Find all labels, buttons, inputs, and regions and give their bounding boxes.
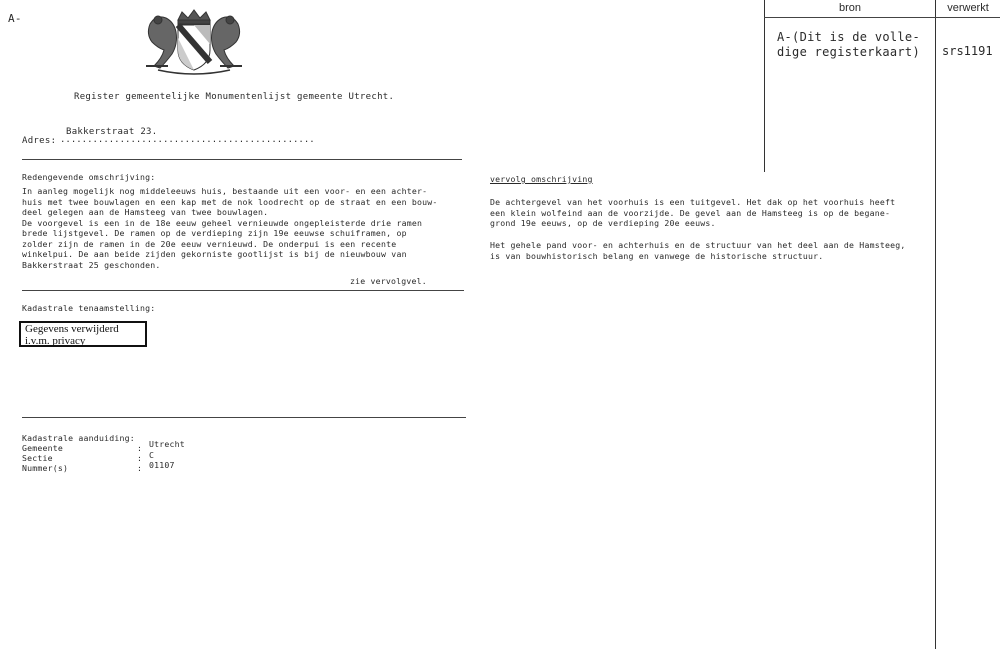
aanduiding-sep: : (137, 443, 143, 453)
register-title: Register gemeentelijke Monumentenlijst gemeente Utrecht. (74, 92, 395, 102)
description-line: winkelpui. De aan beide zijden gekorniste gootlijst is bij de nieuwbouw van (22, 249, 407, 259)
description-line: Bakkerstraat 25 geschonden. (22, 259, 161, 270)
address-value: Bakkerstraat 23. (66, 127, 158, 137)
table-border (764, 0, 765, 172)
table-header-rule (764, 17, 1000, 18)
description-heading: Redengevende omschrijving: (22, 172, 156, 182)
privacy-note-box (19, 321, 147, 347)
aanduiding-sep: : (137, 453, 143, 463)
verwerkt-header: verwerkt (947, 2, 989, 14)
vervolg-paragraph-1 (490, 197, 895, 229)
verwerkt-text: srs1191 (942, 44, 993, 58)
vervolg-paragraph-2 (490, 240, 905, 261)
description-line: In aanleg mogelijk nog middeleeuws huis, bestaande uit een voor- en een achter- (22, 186, 428, 196)
aanduiding-heading: Kadastrale aanduiding: (22, 433, 135, 443)
vervolg-line: De achtergevel van het voorhuis is een tuitgevel. Het dak op het voorhuis heeft (490, 197, 896, 207)
aanduiding-value: 01107 (149, 460, 175, 470)
vervolg-line: een klein wolfeind aan de voorzijde. De gevel aan de Hamsteeg is op de begane- (490, 207, 891, 218)
privacy-note: Gegevens verwijderd i.v.m. privacy (25, 323, 119, 347)
vervolg-line: Het gehele pand voor- en achterhuis en de structuur van het deel aan de Hamsteeg, (490, 240, 906, 250)
aanduiding-value: Utrecht (149, 439, 185, 449)
description-line: zolder zijn de ramen in de 20e eeuw vernieuwd. De onderpui is een recente (22, 238, 397, 249)
aanduiding-label: Sectie (22, 453, 53, 463)
table-border (935, 0, 936, 649)
address-dots: ............................................... (60, 135, 315, 145)
tenaamstelling-heading: Kadastrale tenaamstelling: (22, 303, 156, 313)
aanduiding-label: Nummer(s) (22, 463, 69, 473)
divider (22, 159, 462, 160)
coat-of-arms-icon (138, 6, 250, 76)
vervolg-line: is van bouwhistorisch belang en vanwege de historische structuur. (490, 250, 824, 261)
aanduiding-value: C (149, 450, 155, 460)
address-label: Adres: (22, 136, 57, 146)
vervolg-line: grond 19e eeuws, op de verdieping 20e eeuws. (490, 218, 716, 228)
aanduiding-label: Gemeente (22, 443, 64, 453)
continuation-note: zie vervolgvel. (350, 276, 427, 286)
description-line: brede lijstgevel. De ramen op de verdieping zijn 19e eeuwse schuiframen, op (22, 228, 407, 238)
description-line: deel gelegen aan de Hamsteeg van twee bouwlagen. (22, 207, 269, 217)
vervolg-heading: vervolg omschrijving (490, 174, 593, 184)
divider (22, 290, 464, 291)
description-body (22, 186, 437, 270)
description-line: huis met twee bouwlagen en een kap met de nok loodrecht op de straat en een bouw- (22, 196, 438, 207)
bron-text: A-(Dit is de volle- dige registerkaart) (777, 30, 920, 59)
aanduiding-sep: : (137, 463, 143, 473)
bron-header: bron (838, 2, 862, 14)
description-line: De voorgevel is een in de 18e eeuw geheel vernieuwde ongepleisterde drie ramen (22, 217, 423, 228)
page-marker: A- (8, 12, 22, 25)
divider (22, 417, 466, 418)
